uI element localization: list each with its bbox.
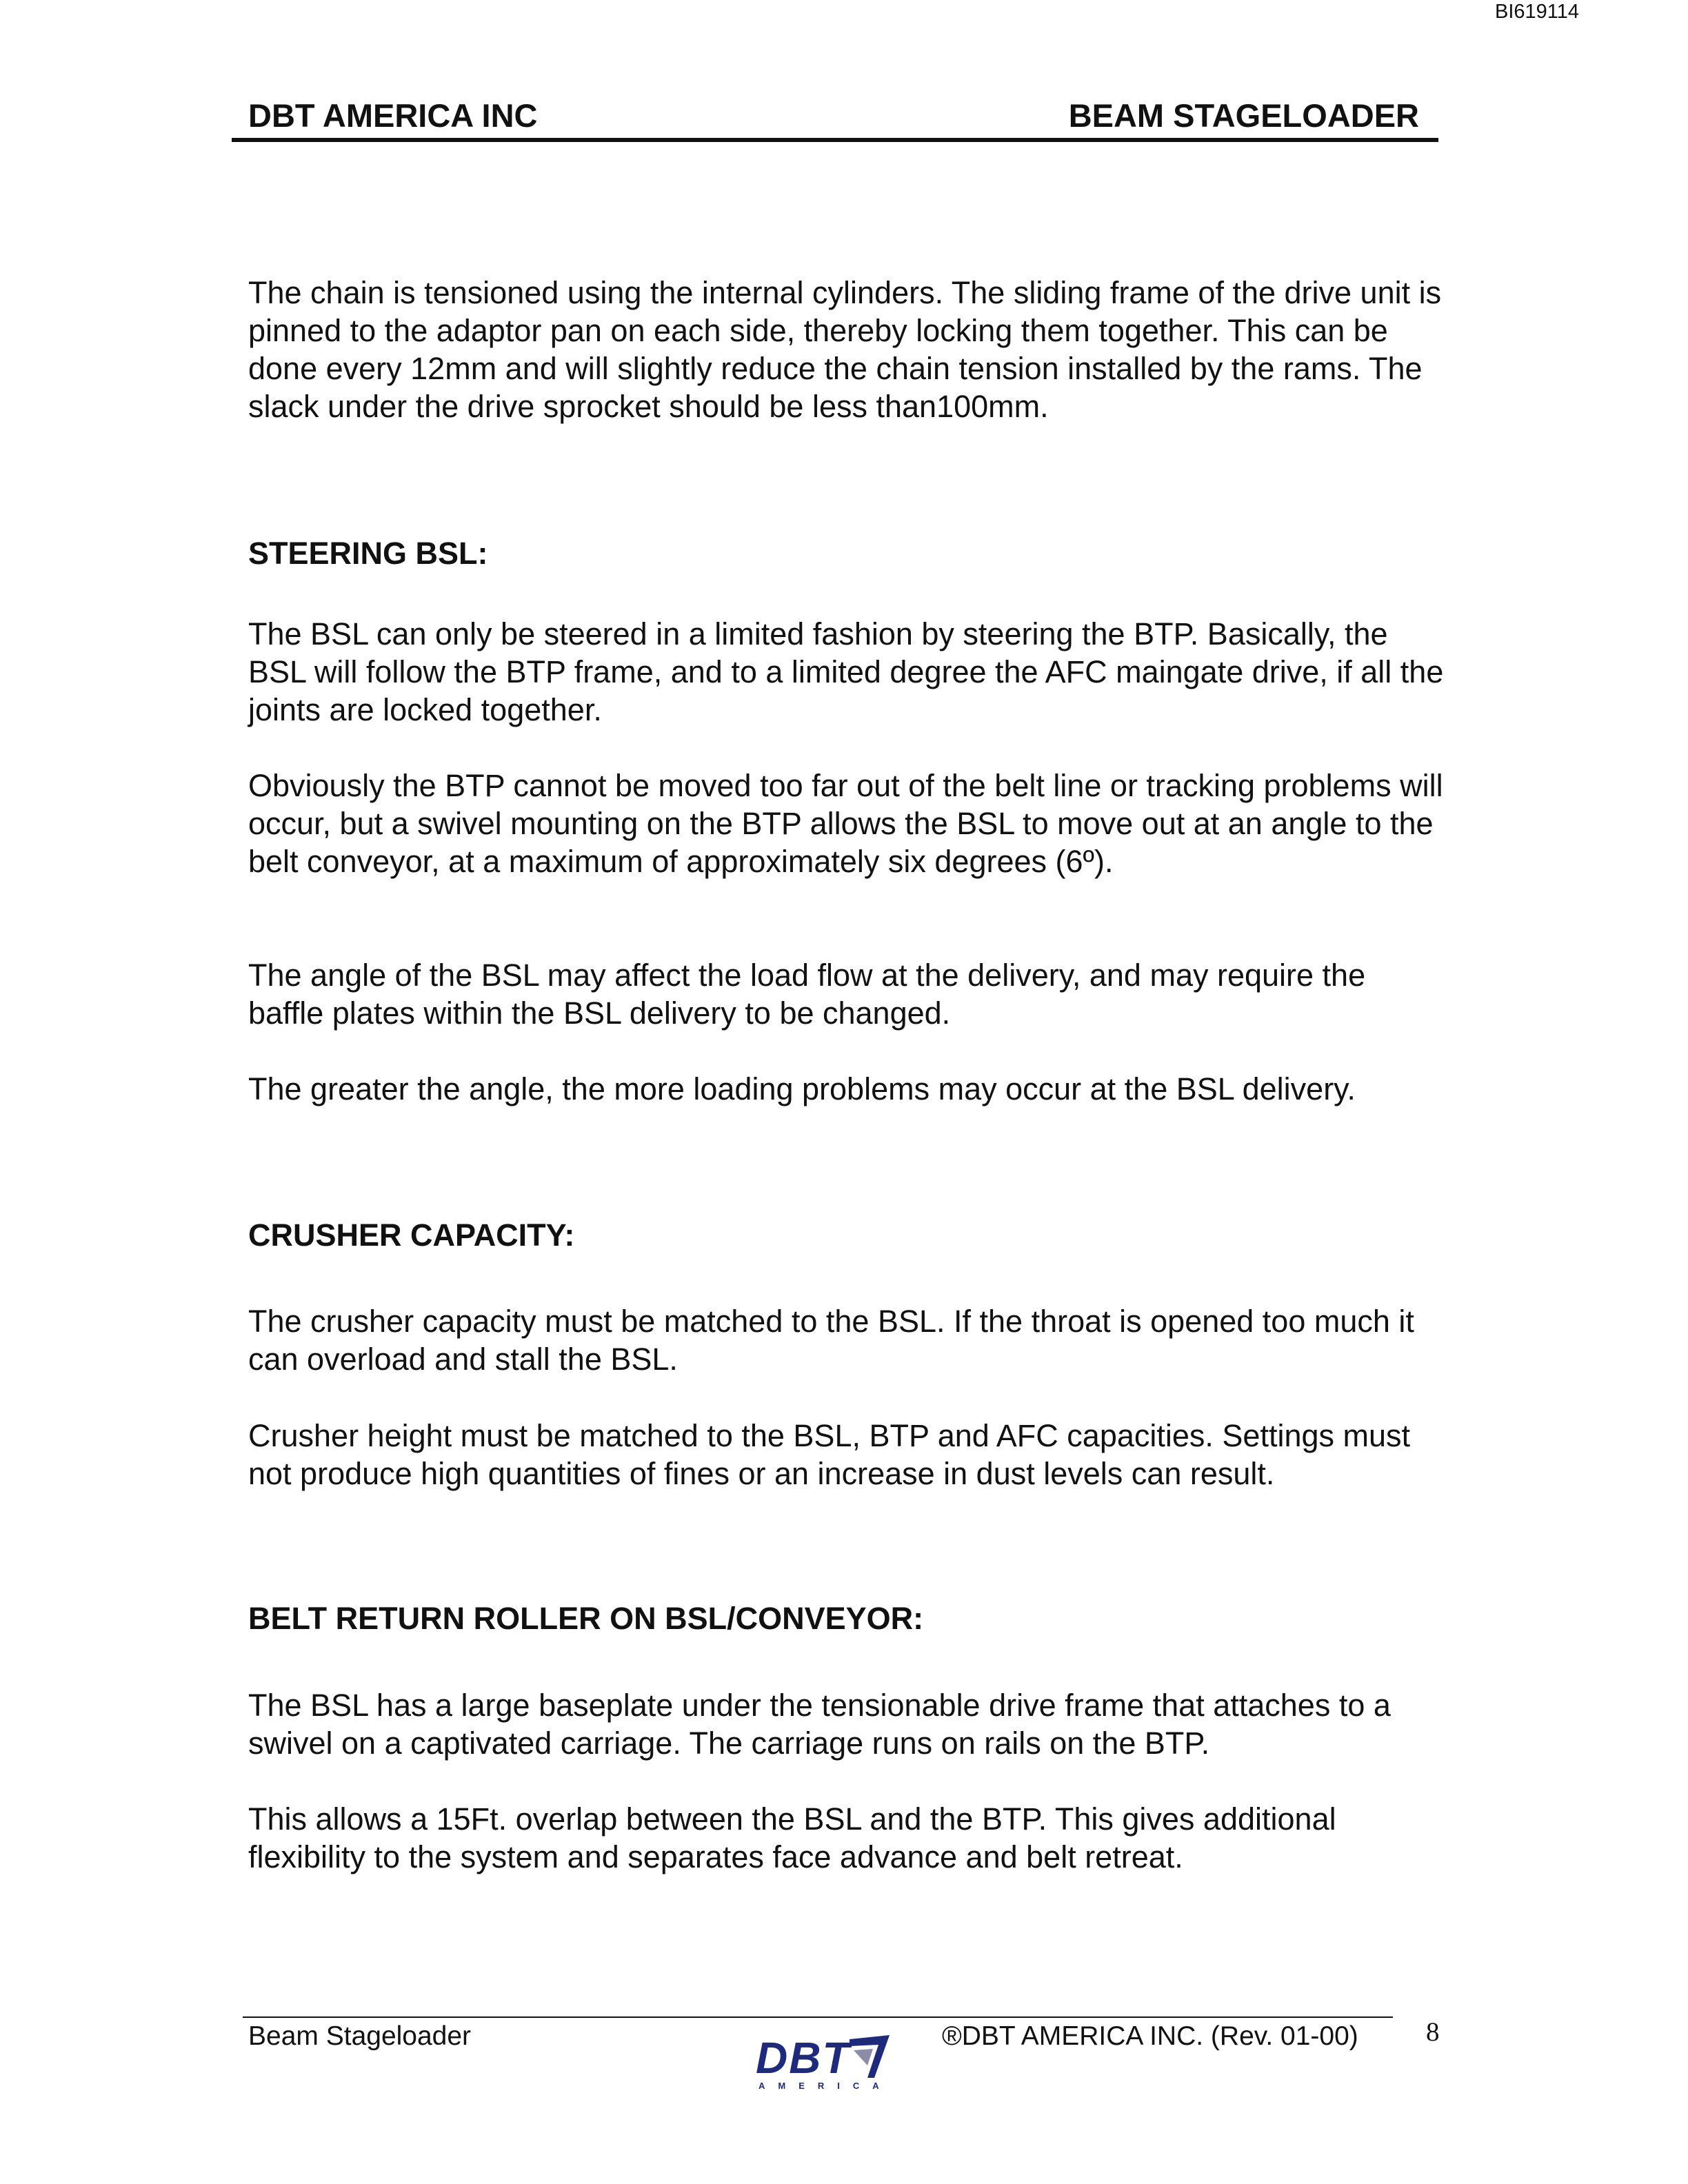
steering-paragraph-1: The BSL can only be steered in a limited fashion by steering the BTP. Basically, the BSL will follow the BTP frame, and to a limited degree the AFC maingate drive, if all the joints are locked together. (248, 616, 1444, 727)
footer-rule (243, 2016, 1393, 2018)
steering-paragraph-3: The angle of the BSL may affect the load flow at the delivery, and may require the baffle plates within the BSL delivery to be changed. (248, 958, 1366, 1031)
header-company: DBT AMERICA INC (248, 97, 538, 134)
steering-heading: STEERING BSL: (248, 536, 488, 571)
footer-title: Beam Stageloader (248, 2021, 472, 2051)
crusher-paragraph-1: The crusher capacity must be matched to the BSL. If the throat is opened too much it can overload and stall the BSL. (248, 1304, 1414, 1377)
dbt-america-logo (750, 2034, 895, 2096)
steering-paragraph-2: Obviously the BTP cannot be moved too far out of the belt line or tracking problems will occur, but a swivel mounting on the BTP allows the BSL to move out at an angle to the belt conveyor, at a maximum of approximately six degrees (6º). (248, 768, 1443, 879)
footer-copyright: ®DBT AMERICA INC. (Rev. 01-00) (942, 2021, 1358, 2051)
crusher-heading: CRUSHER CAPACITY: (248, 1217, 575, 1253)
page-header (232, 95, 1438, 142)
intro-paragraph: The chain is tensioned using the internal cylinders. The sliding frame of the drive unit is pinned to the adaptor pan on each side, thereby locking them together. This can be done every 12mm and will slightly reduce the chain tension installed by the rams. The slack under the drive sprocket should be less than100mm. (248, 275, 1442, 424)
page-number: 8 (1426, 2017, 1440, 2047)
logo-subtext: AMERICA (758, 2081, 892, 2091)
belt-return-paragraph-2: This allows a 15Ft. overlap between the BSL and the BTP. This gives additional flexibility to the system and separates face advance and belt retreat. (248, 1801, 1336, 1874)
document-id: BI619114 (1495, 1, 1580, 23)
belt-return-paragraph-1: The BSL has a large baseplate under the tensionable drive frame that attaches to a swivel on a captivated carriage. The carriage runs on rails on the BTP. (248, 1688, 1391, 1761)
header-title: BEAM STAGELOADER (1068, 97, 1419, 134)
logo-wordmark: DBT (756, 2033, 851, 2083)
logo-chevron-icon (847, 2035, 892, 2081)
belt-return-heading: BELT RETURN ROLLER ON BSL/CONVEYOR: (248, 1601, 924, 1636)
steering-paragraph-4: The greater the angle, the more loading problems may occur at the BSL delivery. (248, 1071, 1356, 1106)
crusher-paragraph-2: Crusher height must be matched to the BSL, BTP and AFC capacities. Settings must not produce high quantities of fines or an increase in dust levels can result. (248, 1418, 1411, 1491)
